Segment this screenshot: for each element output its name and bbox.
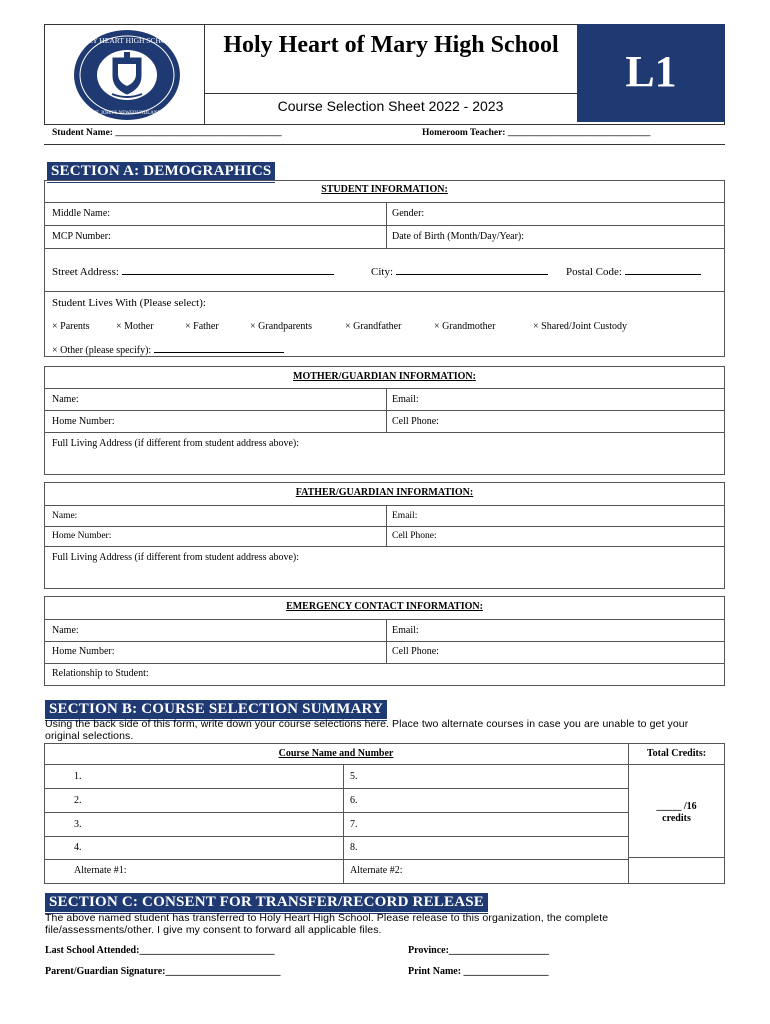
last-school-field[interactable]: Last School Attended:___________________________ [45,945,275,956]
lives-with-label: Student Lives With (Please select): [52,297,206,309]
father-address-field[interactable]: Full Living Address (if different from student address above): [52,552,299,563]
option-father[interactable]: × Father [185,321,219,332]
father-cell-phone-field[interactable]: Cell Phone: [392,531,437,541]
mother-email-field[interactable]: Email: [392,394,419,405]
mother-name-field[interactable]: Name: [52,394,79,405]
course-item-8[interactable]: 8. [350,842,358,853]
sheet-title: Course Selection Sheet 2022 - 2023 [277,98,504,114]
total-credits-field[interactable]: _____ /16 [656,801,697,812]
section-c-title: SECTION C: CONSENT FOR TRANSFER/RECORD RELEASE [45,893,488,912]
course-item-2[interactable]: 2. [74,795,82,806]
option-parents[interactable]: × Parents [52,321,90,332]
course-item-7[interactable]: 7. [350,819,358,830]
signature-field[interactable]: Parent/Guardian Signature:_______________________ [45,966,281,977]
course-item-4[interactable]: 4. [74,842,82,853]
school-name: Holy Heart of Mary High School [223,32,559,58]
option-mother[interactable]: × Mother [116,321,154,332]
postal-code-field[interactable]: Postal Code: [566,264,701,278]
mother-heading: MOTHER/GUARDIAN INFORMATION: [293,371,476,382]
course-heading: Course Name and Number [278,748,394,759]
father-email-field[interactable]: Email: [392,511,418,521]
father-name-field[interactable]: Name: [52,511,78,521]
mother-cell-phone-field[interactable]: Cell Phone: [392,416,439,427]
option-shared-custody[interactable]: × Shared/Joint Custody [533,321,627,332]
course-item-5[interactable]: 5. [350,771,358,782]
province-field[interactable]: Province:____________________ [408,945,549,956]
section-b-title: SECTION B: COURSE SELECTION SUMMARY [45,700,387,719]
credits-word: credits [662,813,691,824]
course-item-1[interactable]: 1. [74,771,82,782]
section-a-title: SECTION A: DEMOGRAPHICS [47,162,275,181]
father-home-number-field[interactable]: Home Number: [52,531,112,541]
dob-field[interactable]: Date of Birth (Month/Day/Year): [392,231,525,242]
section-c-text: The above named student has transferred to Holy Heart High School. Please release to this organization, the complete file/assessments/other. I give my consent to forward all applicable files. [45,912,609,936]
option-grandmother[interactable]: × Grandmother [434,321,496,332]
homeroom-teacher-field[interactable]: Homeroom Teacher: ______________________________ [422,128,651,138]
mother-info-table [44,366,725,475]
section-b-instructions: Using the back side of this form, write down your course selections here. Place two alternate courses in case you are unable to get your original selections. [45,718,689,742]
level-code: L1 [625,47,677,96]
mother-home-number-field[interactable]: Home Number: [52,416,115,427]
alternate-2-field[interactable]: Alternate #2: [350,865,403,876]
alternate-1-field[interactable]: Alternate #1: [74,865,127,876]
emergency-heading: EMERGENCY CONTACT INFORMATION: [286,601,483,612]
emergency-name-field[interactable]: Name: [52,625,79,636]
student-name-field[interactable]: Student Name: ___________________________________ [52,128,282,138]
option-grandparents[interactable]: × Grandparents [250,321,313,332]
course-item-3[interactable]: 3. [74,819,82,830]
middle-name-field[interactable]: Middle Name: [52,208,111,219]
emergency-relationship-field[interactable]: Relationship to Student: [52,668,149,679]
gender-field[interactable]: Gender: [392,208,425,219]
emergency-cell-phone-field[interactable]: Cell Phone: [392,646,439,657]
street-address-field[interactable]: Street Address: [52,264,334,278]
father-info-table [44,482,725,589]
logo-bottom-text: ST. JOHN'S NEWFOUNDLAND [92,111,162,116]
option-other[interactable]: × Other (please specify): [52,342,284,356]
course-item-6[interactable]: 6. [350,795,358,806]
emergency-home-number-field[interactable]: Home Number: [52,646,115,657]
print-name-field[interactable]: Print Name: _________________ [408,966,549,977]
mcp-number-field[interactable]: MCP Number: [52,231,111,242]
mother-address-field[interactable]: Full Living Address (if different from student address above): [52,438,299,449]
father-heading: FATHER/GUARDIAN INFORMATION: [295,487,474,498]
city-field[interactable]: City: [371,264,548,278]
school-crest-logo [72,28,182,122]
option-grandfather[interactable]: × Grandfather [345,321,402,332]
student-info-heading: STUDENT INFORMATION: [321,184,448,195]
logo-text: HOLY HEART HIGH SCHOOL [77,36,177,45]
credits-heading: Total Credits: [646,748,707,759]
emergency-email-field[interactable]: Email: [392,625,419,636]
